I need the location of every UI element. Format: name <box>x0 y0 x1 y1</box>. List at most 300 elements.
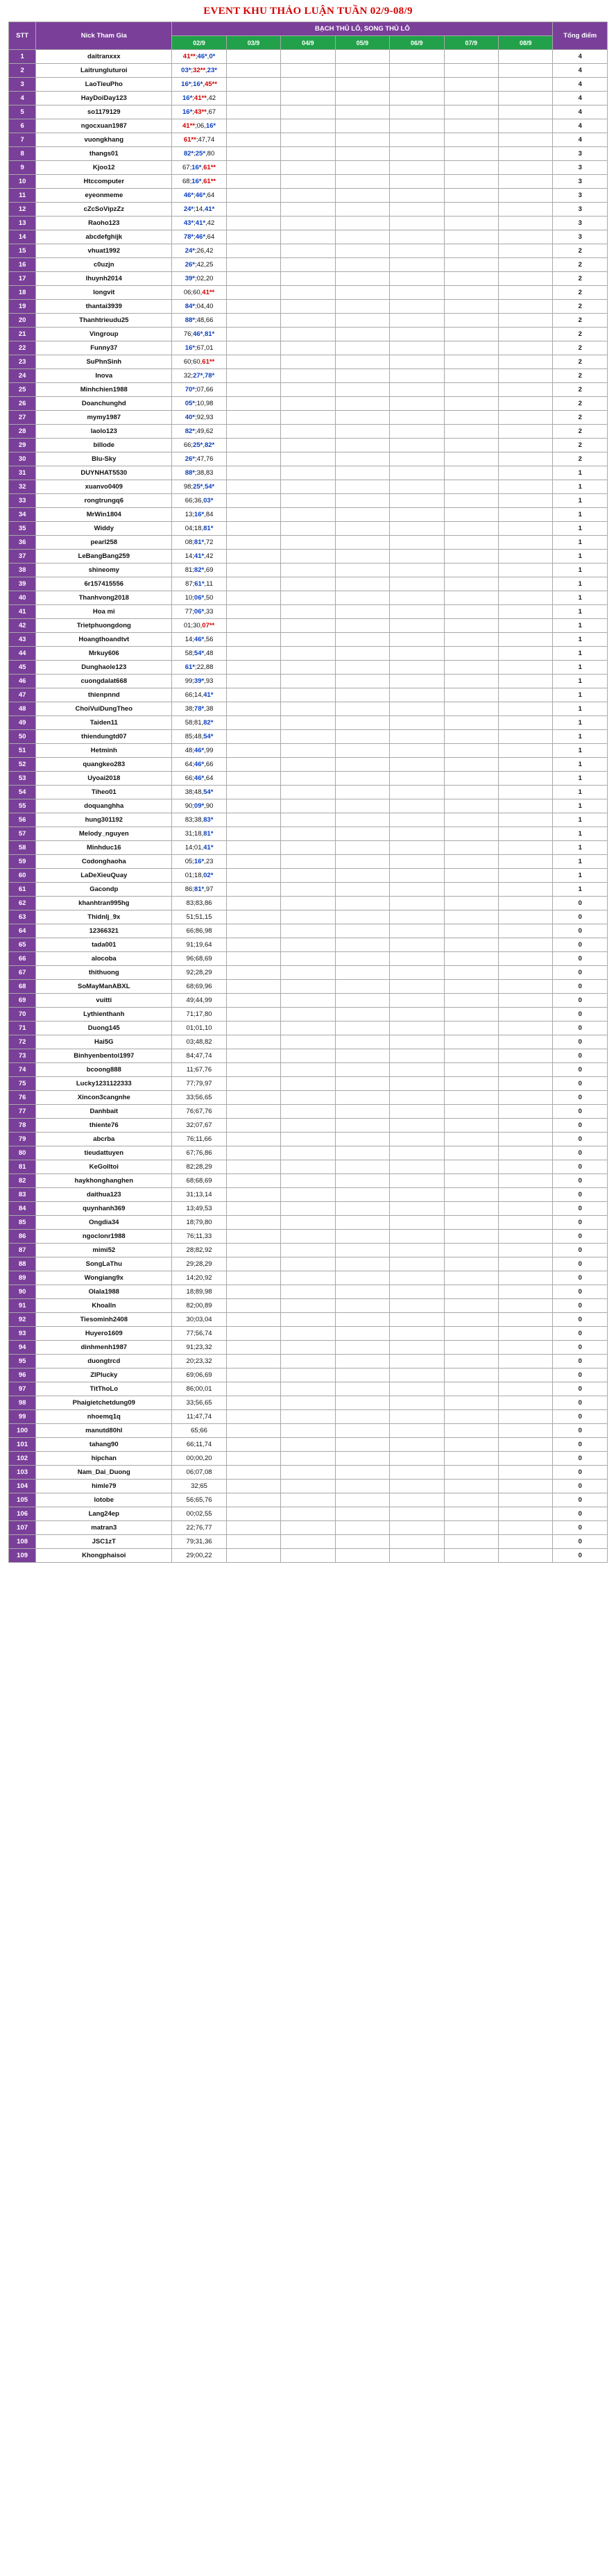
row-nickname[interactable]: Thanhtrieudu25 <box>36 314 172 328</box>
row-total: 4 <box>553 92 608 105</box>
row-stt: 89 <box>9 1271 36 1285</box>
row-total: 0 <box>553 1160 608 1174</box>
row-score-day-6 <box>444 244 498 258</box>
row-score-day-3 <box>281 397 335 411</box>
row-nickname[interactable]: ZlPlucky <box>36 1368 172 1382</box>
row-score-day-6 <box>444 50 498 64</box>
row-nickname[interactable]: rongtrungq6 <box>36 494 172 508</box>
row-score-day-6 <box>444 661 498 675</box>
row-nickname[interactable]: ngoclonr1988 <box>36 1230 172 1244</box>
row-nickname[interactable]: SoMayManABXL <box>36 980 172 994</box>
row-score-day-5 <box>390 1452 444 1466</box>
row-nickname[interactable]: HayDoiDay123 <box>36 92 172 105</box>
row-nickname[interactable]: Taiden11 <box>36 716 172 730</box>
row-score-day-3 <box>281 675 335 688</box>
row-nickname[interactable]: tahang90 <box>36 1438 172 1452</box>
row-score-day-4 <box>335 64 389 78</box>
row-score-day-3 <box>281 1063 335 1077</box>
row-total: 1 <box>553 841 608 855</box>
row-score-day-5 <box>390 272 444 286</box>
row-nickname[interactable]: Wongiang9x <box>36 1271 172 1285</box>
row-score-day-4 <box>335 1202 389 1216</box>
row-nickname[interactable]: JSC1zT <box>36 1535 172 1549</box>
row-score-day-6 <box>444 1133 498 1146</box>
row-nickname[interactable]: quynhanh369 <box>36 1202 172 1216</box>
row-score-day-3 <box>281 1368 335 1382</box>
row-nickname[interactable]: quangkeo283 <box>36 758 172 772</box>
table-row <box>9 1382 608 1396</box>
row-total: 1 <box>553 633 608 647</box>
row-score-day-2 <box>226 994 280 1008</box>
row-score-day-6 <box>444 161 498 175</box>
row-total: 1 <box>553 799 608 813</box>
row-nickname[interactable]: LaDeXieuQuay <box>36 869 172 883</box>
row-nickname[interactable]: cZcSoVipzZz <box>36 203 172 217</box>
row-score-day-2 <box>226 244 280 258</box>
row-nickname[interactable]: 12366321 <box>36 924 172 938</box>
row-nickname[interactable]: Hoangthoandtvt <box>36 633 172 647</box>
row-score-day-5 <box>390 605 444 619</box>
row-score-day-7 <box>498 883 553 897</box>
row-score-day-4 <box>335 341 389 355</box>
row-nickname[interactable]: Danhbait <box>36 1105 172 1119</box>
row-nickname[interactable]: Raoho123 <box>36 217 172 230</box>
row-nickname[interactable]: Uyoai2018 <box>36 772 172 786</box>
row-nickname[interactable]: xuanvo0409 <box>36 480 172 494</box>
row-score-day-1: 69;06,69 <box>172 1368 226 1382</box>
row-score-day-2 <box>226 133 280 147</box>
row-nickname[interactable]: bcoong888 <box>36 1063 172 1077</box>
row-score-day-6 <box>444 799 498 813</box>
row-nickname[interactable]: TitThoLo <box>36 1382 172 1396</box>
row-nickname[interactable]: Mrkuy606 <box>36 647 172 661</box>
row-nickname[interactable]: lhuynh2014 <box>36 272 172 286</box>
row-stt: 109 <box>9 1549 36 1563</box>
row-score-day-1: 39*;02,20 <box>172 272 226 286</box>
row-nickname[interactable]: vuitti <box>36 994 172 1008</box>
row-score-day-2 <box>226 258 280 272</box>
row-total: 0 <box>553 1244 608 1257</box>
row-score-day-3 <box>281 189 335 203</box>
row-score-day-4 <box>335 1230 389 1244</box>
row-score-day-7 <box>498 64 553 78</box>
row-nickname[interactable]: Gacondp <box>36 883 172 897</box>
row-score-day-5 <box>390 550 444 564</box>
row-nickname[interactable]: Lang24ep <box>36 1507 172 1521</box>
row-score-day-6 <box>444 1035 498 1049</box>
row-nickname[interactable]: Binhyenbentoi1997 <box>36 1049 172 1063</box>
row-total: 1 <box>553 702 608 716</box>
row-score-day-4 <box>335 605 389 619</box>
row-nickname[interactable]: Trietphuongdong <box>36 619 172 633</box>
row-score-day-3 <box>281 1299 335 1313</box>
row-stt: 48 <box>9 702 36 716</box>
row-score-day-4 <box>335 314 389 328</box>
row-score-day-7 <box>498 314 553 328</box>
row-nickname[interactable]: haykhonghanghen <box>36 1174 172 1188</box>
row-nickname[interactable]: Huyero1609 <box>36 1327 172 1341</box>
row-score-day-4 <box>335 1008 389 1022</box>
row-nickname[interactable]: longvit <box>36 286 172 300</box>
row-score-day-2 <box>226 1022 280 1035</box>
row-nickname[interactable]: Khongphaisoi <box>36 1549 172 1563</box>
row-nickname[interactable]: Duong145 <box>36 1022 172 1035</box>
row-score-day-7 <box>498 1244 553 1257</box>
row-nickname[interactable]: Funny37 <box>36 341 172 355</box>
row-stt: 22 <box>9 341 36 355</box>
row-score-day-2 <box>226 217 280 230</box>
table-row <box>9 1202 608 1216</box>
row-score-day-6 <box>444 980 498 994</box>
row-nickname[interactable]: thangs01 <box>36 147 172 161</box>
row-score-day-5 <box>390 661 444 675</box>
row-score-day-7 <box>498 966 553 980</box>
row-score-day-5 <box>390 1480 444 1493</box>
row-nickname[interactable]: thithuong <box>36 966 172 980</box>
row-nickname[interactable]: duongtrcd <box>36 1355 172 1368</box>
row-score-day-4 <box>335 161 389 175</box>
row-nickname[interactable]: manutd80hl <box>36 1424 172 1438</box>
row-nickname[interactable]: Laitrungluturoi <box>36 64 172 78</box>
row-score-day-4 <box>335 230 389 244</box>
row-score-day-4 <box>335 827 389 841</box>
row-stt: 98 <box>9 1396 36 1410</box>
row-score-day-3 <box>281 1008 335 1022</box>
row-score-day-7 <box>498 1285 553 1299</box>
row-nickname[interactable]: Widdy <box>36 522 172 536</box>
row-total: 4 <box>553 119 608 133</box>
row-score-day-7 <box>498 1063 553 1077</box>
row-score-day-7 <box>498 217 553 230</box>
table-head <box>9 22 608 50</box>
row-score-day-7 <box>498 508 553 522</box>
row-nickname[interactable]: pearl258 <box>36 536 172 550</box>
row-nickname[interactable]: LaoTieuPho <box>36 78 172 92</box>
row-score-day-2 <box>226 147 280 161</box>
row-score-day-5 <box>390 952 444 966</box>
row-nickname[interactable]: nhoemq1q <box>36 1410 172 1424</box>
row-score-day-5 <box>390 1424 444 1438</box>
row-score-day-1: 31;18,81* <box>172 827 226 841</box>
row-score-day-1: 77;06*,33 <box>172 605 226 619</box>
row-total: 3 <box>553 175 608 189</box>
row-score-day-6 <box>444 841 498 855</box>
row-nickname[interactable]: Codonghaoha <box>36 855 172 869</box>
row-score-day-2 <box>226 314 280 328</box>
row-nickname[interactable]: Melody_nguyen <box>36 827 172 841</box>
row-nickname[interactable]: Kjoo12 <box>36 161 172 175</box>
row-score-day-5 <box>390 1341 444 1355</box>
row-nickname[interactable]: thiendungtd07 <box>36 730 172 744</box>
row-score-day-1: 84*;04,40 <box>172 300 226 314</box>
row-score-day-1: 26*;47,76 <box>172 452 226 466</box>
row-score-day-6 <box>444 439 498 452</box>
row-score-day-2 <box>226 952 280 966</box>
row-nickname[interactable]: dinhmenh1987 <box>36 1341 172 1355</box>
row-score-day-1: 03*;32**,23* <box>172 64 226 78</box>
row-score-day-5 <box>390 480 444 494</box>
table-row <box>9 411 608 425</box>
row-score-day-1: 70*;07,66 <box>172 383 226 397</box>
row-nickname[interactable]: LeBangBang259 <box>36 550 172 564</box>
row-stt: 31 <box>9 466 36 480</box>
row-score-day-6 <box>444 466 498 480</box>
row-score-day-7 <box>498 189 553 203</box>
row-stt: 49 <box>9 716 36 730</box>
row-nickname[interactable]: Hai5G <box>36 1035 172 1049</box>
row-nickname[interactable]: SuPhnSinh <box>36 355 172 369</box>
row-total: 3 <box>553 230 608 244</box>
row-nickname[interactable]: lotobe <box>36 1493 172 1507</box>
row-stt: 83 <box>9 1188 36 1202</box>
row-score-day-6 <box>444 369 498 383</box>
row-nickname[interactable]: Minhduc16 <box>36 841 172 855</box>
row-stt: 14 <box>9 230 36 244</box>
row-stt: 73 <box>9 1049 36 1063</box>
row-score-day-2 <box>226 897 280 910</box>
row-nickname[interactable]: KeGolltoi <box>36 1160 172 1174</box>
row-score-day-1: 68;68,69 <box>172 1174 226 1188</box>
row-score-day-7 <box>498 230 553 244</box>
row-nickname[interactable]: thiente76 <box>36 1119 172 1133</box>
row-score-day-6 <box>444 1549 498 1563</box>
row-score-day-3 <box>281 244 335 258</box>
row-score-day-1: 16*;41**,42 <box>172 92 226 105</box>
table-row <box>9 383 608 397</box>
table-row <box>9 272 608 286</box>
row-stt: 29 <box>9 439 36 452</box>
row-nickname[interactable]: Blu-Sky <box>36 452 172 466</box>
row-score-day-5 <box>390 189 444 203</box>
row-score-day-1: 06;60,41** <box>172 286 226 300</box>
row-score-day-1: 92;28,29 <box>172 966 226 980</box>
table-row <box>9 1035 608 1049</box>
table-row <box>9 1396 608 1410</box>
row-score-day-1: 14;20,92 <box>172 1271 226 1285</box>
table-row <box>9 980 608 994</box>
row-nickname[interactable]: Tiesominh2408 <box>36 1313 172 1327</box>
row-total: 1 <box>553 675 608 688</box>
row-score-day-1: 58;81,82* <box>172 716 226 730</box>
row-score-day-2 <box>226 480 280 494</box>
row-total: 2 <box>553 328 608 341</box>
row-nickname[interactable]: thantai3939 <box>36 300 172 314</box>
row-nickname[interactable]: Vingroup <box>36 328 172 341</box>
row-score-day-5 <box>390 1257 444 1271</box>
row-nickname[interactable]: tieudattuyen <box>36 1146 172 1160</box>
row-score-day-2 <box>226 1382 280 1396</box>
row-score-day-4 <box>335 702 389 716</box>
row-nickname[interactable]: tada001 <box>36 938 172 952</box>
row-nickname[interactable]: Minhchien1988 <box>36 383 172 397</box>
row-score-day-7 <box>498 1410 553 1424</box>
row-nickname[interactable]: Inova <box>36 369 172 383</box>
row-nickname[interactable]: himle79 <box>36 1480 172 1493</box>
row-score-day-2 <box>226 1521 280 1535</box>
row-nickname[interactable]: 6r157415556 <box>36 577 172 591</box>
row-total: 0 <box>553 1410 608 1424</box>
row-score-day-4 <box>335 1535 389 1549</box>
row-nickname[interactable]: Dunghaole123 <box>36 661 172 675</box>
row-stt: 85 <box>9 1216 36 1230</box>
row-nickname[interactable]: khanhtran995hg <box>36 897 172 910</box>
row-score-day-5 <box>390 619 444 633</box>
row-score-day-7 <box>498 647 553 661</box>
row-total: 0 <box>553 1216 608 1230</box>
row-score-day-3 <box>281 924 335 938</box>
row-nickname[interactable]: Phaigietchetdung09 <box>36 1396 172 1410</box>
row-nickname[interactable]: eyeonmeme <box>36 189 172 203</box>
row-score-day-6 <box>444 1341 498 1355</box>
row-score-day-1: 88*;38,83 <box>172 466 226 480</box>
row-nickname[interactable]: Xincon3cangnhe <box>36 1091 172 1105</box>
row-score-day-3 <box>281 1230 335 1244</box>
row-nickname[interactable]: Khoalln <box>36 1299 172 1313</box>
row-score-day-7 <box>498 1271 553 1285</box>
row-score-day-7 <box>498 494 553 508</box>
row-nickname[interactable]: c0uzjn <box>36 258 172 272</box>
row-score-day-4 <box>335 78 389 92</box>
row-score-day-2 <box>226 1146 280 1160</box>
row-score-day-3 <box>281 1271 335 1285</box>
row-score-day-2 <box>226 1188 280 1202</box>
row-score-day-7 <box>498 244 553 258</box>
row-score-day-1: 99;39*,93 <box>172 675 226 688</box>
row-nickname[interactable]: laolo123 <box>36 425 172 439</box>
row-score-day-3 <box>281 1188 335 1202</box>
row-nickname[interactable]: Hetminh <box>36 744 172 758</box>
row-score-day-3 <box>281 1396 335 1410</box>
row-nickname[interactable]: vhuat1992 <box>36 244 172 258</box>
row-score-day-5 <box>390 799 444 813</box>
row-score-day-5 <box>390 508 444 522</box>
row-score-day-1: 76;46*,81* <box>172 328 226 341</box>
row-nickname[interactable]: shineomy <box>36 564 172 577</box>
row-nickname[interactable]: doquanghha <box>36 799 172 813</box>
row-nickname[interactable]: abcrba <box>36 1133 172 1146</box>
row-total: 2 <box>553 369 608 383</box>
table-row <box>9 119 608 133</box>
row-nickname[interactable]: mymy1987 <box>36 411 172 425</box>
row-nickname[interactable]: ChoiVuiDungTheo <box>36 702 172 716</box>
table-row <box>9 147 608 161</box>
row-nickname[interactable]: Nam_Dai_Duong <box>36 1466 172 1480</box>
row-nickname[interactable]: Olala1988 <box>36 1285 172 1299</box>
row-score-day-1: 77;56,74 <box>172 1327 226 1341</box>
table-row <box>9 161 608 175</box>
row-nickname[interactable]: alocoba <box>36 952 172 966</box>
row-score-day-6 <box>444 105 498 119</box>
row-score-day-7 <box>498 577 553 591</box>
row-score-day-5 <box>390 522 444 536</box>
row-nickname[interactable]: Ongdia34 <box>36 1216 172 1230</box>
table-row <box>9 550 608 564</box>
row-stt: 105 <box>9 1493 36 1507</box>
row-nickname[interactable]: mimi52 <box>36 1244 172 1257</box>
row-score-day-6 <box>444 897 498 910</box>
table-row <box>9 924 608 938</box>
row-stt: 34 <box>9 508 36 522</box>
table-row <box>9 647 608 661</box>
row-nickname[interactable]: DUYNHAT5530 <box>36 466 172 480</box>
row-score-day-2 <box>226 980 280 994</box>
row-score-day-4 <box>335 1368 389 1382</box>
row-total: 2 <box>553 314 608 328</box>
row-nickname[interactable]: abcdefghijk <box>36 230 172 244</box>
row-nickname[interactable]: Lythienthanh <box>36 1008 172 1022</box>
row-nickname[interactable]: MrWin1804 <box>36 508 172 522</box>
row-score-day-2 <box>226 591 280 605</box>
row-score-day-1: 16*;67,01 <box>172 341 226 355</box>
row-score-day-1: 01;30,07** <box>172 619 226 633</box>
row-score-day-4 <box>335 300 389 314</box>
row-score-day-2 <box>226 702 280 716</box>
row-nickname[interactable]: cuongdalat668 <box>36 675 172 688</box>
row-nickname[interactable]: hung301192 <box>36 813 172 827</box>
row-stt: 61 <box>9 883 36 897</box>
row-nickname[interactable]: vuongkhang <box>36 133 172 147</box>
row-nickname[interactable]: Lucky1231122333 <box>36 1077 172 1091</box>
row-nickname[interactable]: ngocxuan1987 <box>36 119 172 133</box>
row-score-day-2 <box>226 966 280 980</box>
row-score-day-3 <box>281 272 335 286</box>
row-nickname[interactable]: SongLaThu <box>36 1257 172 1271</box>
row-nickname[interactable]: daithua123 <box>36 1188 172 1202</box>
row-score-day-3 <box>281 355 335 369</box>
row-total: 3 <box>553 147 608 161</box>
row-score-day-3 <box>281 1105 335 1119</box>
row-nickname[interactable]: billode <box>36 439 172 452</box>
row-score-day-7 <box>498 425 553 439</box>
header-total: Tổng điểm <box>553 22 608 50</box>
row-score-day-5 <box>390 786 444 799</box>
row-nickname[interactable]: hipchan <box>36 1452 172 1466</box>
table-row <box>9 1077 608 1091</box>
row-score-day-3 <box>281 230 335 244</box>
row-nickname[interactable]: matran3 <box>36 1521 172 1535</box>
row-score-day-5 <box>390 314 444 328</box>
row-score-day-6 <box>444 883 498 897</box>
row-score-day-2 <box>226 161 280 175</box>
row-score-day-3 <box>281 772 335 786</box>
row-total: 1 <box>553 730 608 744</box>
row-nickname[interactable]: daitranxxx <box>36 50 172 64</box>
row-nickname[interactable]: Thidnlj_9x <box>36 910 172 924</box>
row-nickname[interactable]: thienpnnd <box>36 688 172 702</box>
row-nickname[interactable]: Doanchunghd <box>36 397 172 411</box>
row-nickname[interactable]: Tiheo01 <box>36 786 172 799</box>
row-nickname[interactable]: Thanhvong2018 <box>36 591 172 605</box>
row-nickname[interactable]: Htccomputer <box>36 175 172 189</box>
row-score-day-1: 56;65,76 <box>172 1493 226 1507</box>
row-nickname[interactable]: so1179129 <box>36 105 172 119</box>
row-score-day-4 <box>335 550 389 564</box>
row-total: 0 <box>553 1466 608 1480</box>
row-stt: 100 <box>9 1424 36 1438</box>
row-score-day-2 <box>226 1452 280 1466</box>
row-total: 0 <box>553 1341 608 1355</box>
row-score-day-4 <box>335 50 389 64</box>
row-score-day-2 <box>226 1105 280 1119</box>
row-score-day-6 <box>444 758 498 772</box>
table-row <box>9 799 608 813</box>
row-score-day-2 <box>226 1244 280 1257</box>
row-nickname[interactable]: Hoa mi <box>36 605 172 619</box>
row-total: 0 <box>553 1146 608 1160</box>
row-score-day-5 <box>390 772 444 786</box>
row-score-day-1: 65;66 <box>172 1424 226 1438</box>
row-score-day-5 <box>390 383 444 397</box>
